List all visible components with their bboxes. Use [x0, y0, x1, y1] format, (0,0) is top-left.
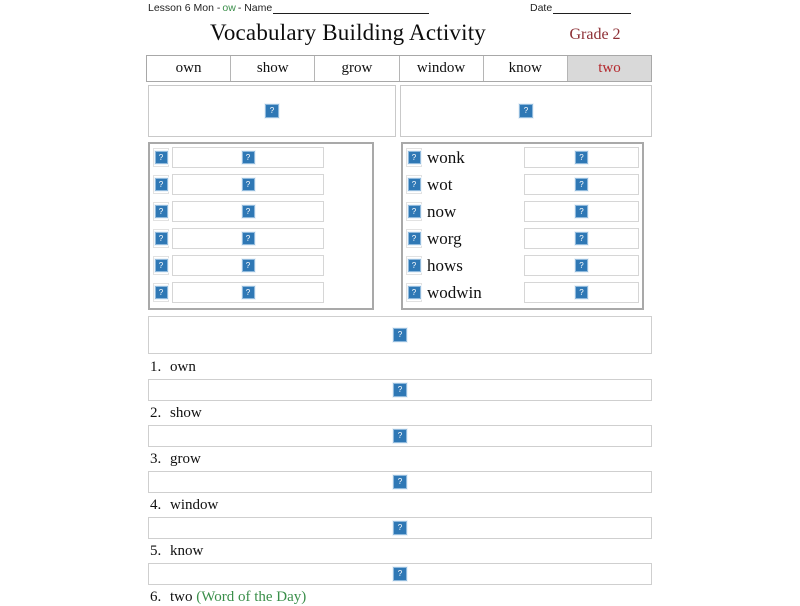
- row-thumbnail[interactable]: [153, 202, 169, 221]
- right-panel-row[interactable]: [403, 279, 642, 306]
- broken-image-icon: [393, 521, 407, 535]
- row-answer-blank[interactable]: [524, 201, 639, 222]
- upper-box-right[interactable]: [400, 85, 652, 137]
- left-panel-row[interactable]: [150, 144, 372, 171]
- left-panel-row[interactable]: [150, 225, 372, 252]
- lesson-name-group: [148, 2, 429, 14]
- word-of-the-day-note: (Word of the Day): [196, 589, 307, 605]
- right-panel-row[interactable]: [403, 198, 642, 225]
- grade-label: Grade 2: [569, 26, 621, 43]
- row-answer-blank[interactable]: [524, 147, 639, 168]
- right-panel-row[interactable]: [403, 252, 642, 279]
- broken-image-icon: [575, 178, 588, 191]
- sentence-word: two: [170, 589, 193, 605]
- left-panel-row[interactable]: [150, 171, 372, 198]
- page-title: Vocabulary Building Activity: [209, 20, 487, 45]
- broken-image-icon: [519, 104, 533, 118]
- broken-image-icon: [575, 286, 588, 299]
- date-group: [530, 2, 631, 14]
- scrambled-word: wonk: [427, 147, 465, 167]
- row-answer-blank[interactable]: [172, 228, 324, 249]
- row-thumbnail[interactable]: [153, 175, 169, 194]
- row-answer-blank[interactable]: [524, 282, 639, 303]
- broken-image-icon: [242, 232, 255, 245]
- broken-image-icon: [393, 328, 407, 342]
- sentence-box-5[interactable]: [148, 563, 652, 585]
- broken-image-icon: [155, 205, 168, 218]
- word-bank-cell-window[interactable]: window: [400, 56, 484, 81]
- broken-image-icon: [575, 232, 588, 245]
- row-answer-blank[interactable]: [172, 282, 324, 303]
- broken-image-icon: [575, 205, 588, 218]
- row-answer-blank[interactable]: [524, 255, 639, 276]
- row-answer-blank[interactable]: [524, 174, 639, 195]
- broken-image-icon: [393, 567, 407, 581]
- broken-image-icon: [265, 104, 279, 118]
- name-blank-line[interactable]: [273, 3, 429, 14]
- right-panel-row[interactable]: [403, 171, 642, 198]
- row-thumbnail[interactable]: [153, 148, 169, 167]
- broken-image-icon: [408, 205, 421, 218]
- broken-image-icon: [155, 232, 168, 245]
- row-answer-blank[interactable]: [172, 201, 324, 222]
- broken-image-icon: [155, 178, 168, 191]
- row-thumbnail[interactable]: [153, 229, 169, 248]
- broken-image-icon: [242, 178, 255, 191]
- broken-image-icon: [155, 259, 168, 272]
- broken-image-icon: [155, 286, 168, 299]
- sentence-box-3[interactable]: [148, 471, 652, 493]
- broken-image-icon: [408, 286, 421, 299]
- left-panel-row[interactable]: [150, 198, 372, 225]
- row-thumbnail[interactable]: [406, 229, 422, 248]
- word-bank-cell-two[interactable]: two: [568, 56, 651, 81]
- sentence-prompt-6: [150, 589, 650, 606]
- row-answer-blank[interactable]: [524, 228, 639, 249]
- sentence-box-0[interactable]: [148, 316, 652, 354]
- broken-image-icon: [242, 259, 255, 272]
- row-answer-blank[interactable]: [172, 147, 324, 168]
- broken-image-icon: [393, 383, 407, 397]
- broken-image-icon: [408, 259, 421, 272]
- left-match-panel: [148, 142, 374, 310]
- broken-image-icon: [242, 151, 255, 164]
- row-thumbnail[interactable]: [406, 202, 422, 221]
- date-label: Date: [530, 2, 553, 14]
- sentence-box-2[interactable]: [148, 425, 652, 447]
- left-panel-row[interactable]: [150, 252, 372, 279]
- broken-image-icon: [155, 151, 168, 164]
- broken-image-icon: [575, 151, 588, 164]
- worksheet-header-line: [148, 2, 654, 16]
- scrambled-word: now: [427, 201, 457, 221]
- sentence-prompt-5: [150, 543, 650, 560]
- row-thumbnail[interactable]: [153, 283, 169, 302]
- scrambled-word: wodwin: [427, 282, 482, 302]
- sentence-word: grow: [170, 451, 201, 467]
- broken-image-icon: [575, 259, 588, 272]
- broken-image-icon: [408, 232, 421, 245]
- row-thumbnail[interactable]: [406, 283, 422, 302]
- scrambled-word: wot: [427, 174, 453, 194]
- sentence-number: 5.: [150, 543, 162, 559]
- vowel-pattern-label: ow: [222, 2, 236, 14]
- row-thumbnail[interactable]: [406, 148, 422, 167]
- row-answer-blank[interactable]: [172, 174, 324, 195]
- sentence-prompt-1: [150, 359, 650, 376]
- broken-image-icon: [408, 151, 421, 164]
- row-thumbnail[interactable]: [153, 256, 169, 275]
- word-bank-cell-know[interactable]: know: [484, 56, 568, 81]
- word-bank-cell-own[interactable]: own: [147, 56, 231, 81]
- broken-image-icon: [242, 286, 255, 299]
- sentence-word: know: [170, 543, 204, 559]
- word-bank-cell-grow[interactable]: grow: [315, 56, 399, 81]
- sentence-word: show: [170, 405, 202, 421]
- right-panel-row[interactable]: [403, 225, 642, 252]
- row-thumbnail[interactable]: [406, 175, 422, 194]
- left-panel-row[interactable]: [150, 279, 372, 306]
- sentence-word: window: [170, 497, 219, 513]
- sentence-prompt-3: [150, 451, 650, 468]
- row-thumbnail[interactable]: [406, 256, 422, 275]
- sentence-number: 1.: [150, 359, 162, 375]
- sentence-prompt-4: [150, 497, 650, 514]
- sentence-number: 4.: [150, 497, 162, 513]
- right-scramble-panel: [401, 142, 644, 310]
- word-bank-cell-show[interactable]: show: [231, 56, 315, 81]
- word-bank-table: [146, 55, 652, 82]
- broken-image-icon: [393, 475, 407, 489]
- date-blank-line[interactable]: [553, 3, 631, 14]
- right-panel-row[interactable]: [403, 144, 642, 171]
- sentence-box-1[interactable]: [148, 379, 652, 401]
- sentence-word: own: [170, 359, 196, 375]
- sentence-number: 6.: [150, 589, 162, 605]
- broken-image-icon: [408, 178, 421, 191]
- name-label: - Name: [237, 2, 273, 14]
- sentence-number: 3.: [150, 451, 162, 467]
- upper-box-left[interactable]: [148, 85, 396, 137]
- broken-image-icon: [393, 429, 407, 443]
- scrambled-word: hows: [427, 255, 463, 275]
- sentence-number: 2.: [150, 405, 162, 421]
- lesson-label: Lesson 6 Mon -: [148, 2, 221, 14]
- sentence-prompt-2: [150, 405, 650, 422]
- broken-image-icon: [242, 205, 255, 218]
- row-answer-blank[interactable]: [172, 255, 324, 276]
- sentence-box-4[interactable]: [148, 517, 652, 539]
- scrambled-word: worg: [427, 228, 462, 248]
